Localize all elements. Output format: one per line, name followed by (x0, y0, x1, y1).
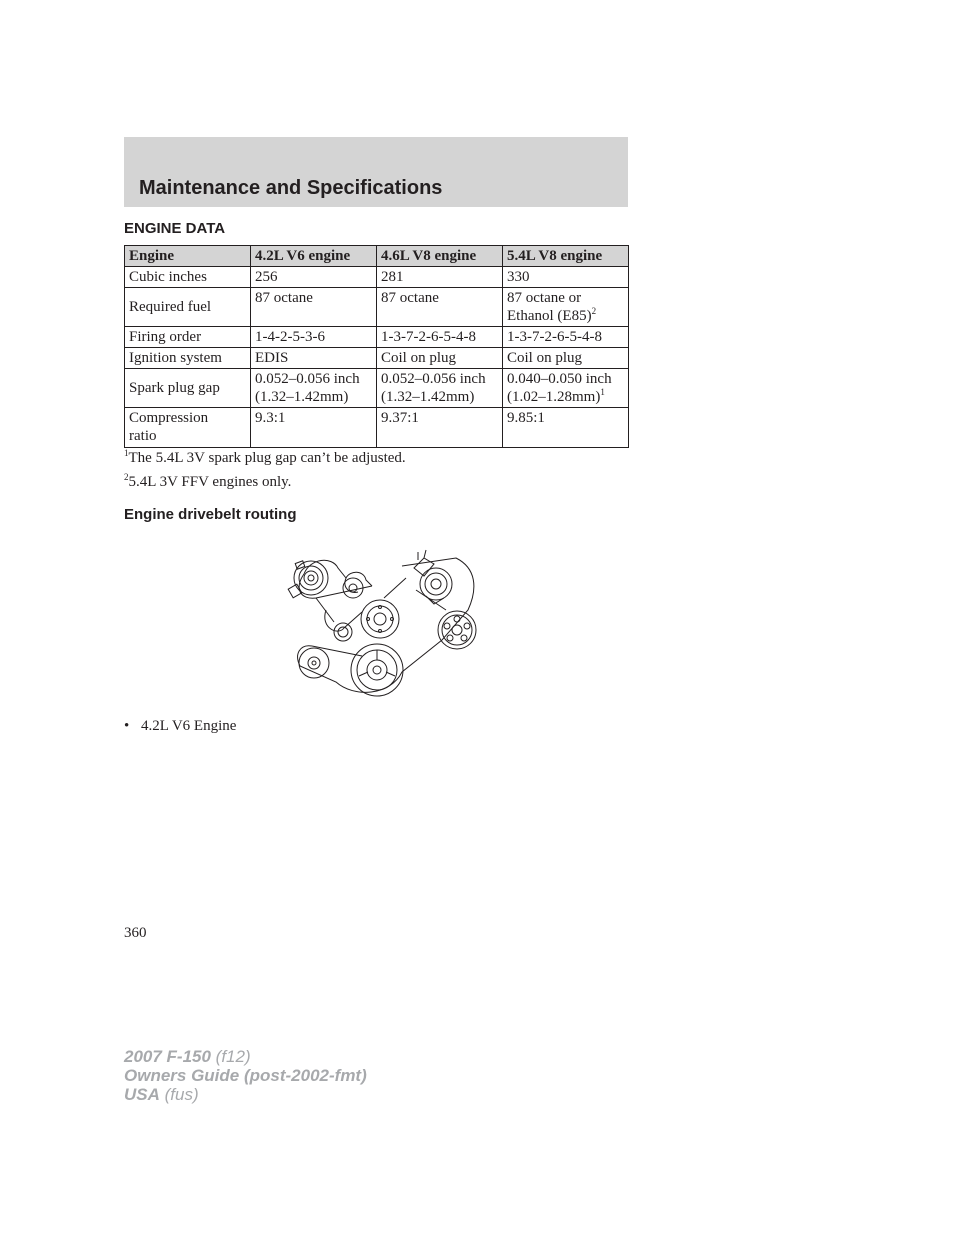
alternator-pulley (288, 561, 328, 598)
table-row (125, 408, 629, 448)
subsection-title: Engine drivebelt routing (124, 506, 297, 523)
table-row (125, 348, 629, 369)
cell-text: 87 octane (381, 290, 439, 306)
table-row (125, 288, 629, 327)
row-label (125, 288, 251, 327)
table-row (125, 369, 629, 408)
lower-idler-pulley (299, 648, 329, 678)
footnote-1 (124, 450, 406, 467)
row-label (125, 369, 251, 408)
footnote-mark: 1 (124, 448, 129, 458)
power-steering-pulley (414, 550, 452, 604)
footnote-2 (124, 474, 291, 491)
cell-text: 9.37:1 (381, 410, 419, 426)
ac-compressor-pulley (438, 611, 476, 649)
table-cell (503, 267, 629, 288)
table-cell (503, 348, 629, 369)
engine-data-table (124, 245, 629, 448)
column-header: 4.2L V6 engine (251, 246, 377, 267)
footer-line (124, 1085, 367, 1104)
table-cell (251, 369, 377, 408)
table-header-row (125, 246, 629, 267)
page-number: 360 (124, 925, 147, 941)
page-header-title: Maintenance and Specifications (139, 177, 443, 199)
cell-text: 9.3:1 (255, 410, 286, 426)
cell-text: EDIS (255, 350, 289, 366)
cell-text: Coil on plug (507, 350, 583, 366)
footer-guide: Owners Guide (post-2002-fmt) (124, 1066, 367, 1085)
table-row (125, 267, 629, 288)
row-label (125, 348, 251, 369)
footnote-mark: 2 (591, 306, 597, 316)
cell-text: Required fuel (129, 299, 212, 315)
footer-region-code: (fus) (159, 1085, 199, 1104)
cell-text: 330 (507, 269, 530, 285)
table-cell (251, 267, 377, 288)
column-header: 4.6L V8 engine (377, 246, 503, 267)
cell-text: 256 (255, 269, 278, 285)
cell-text: Firing order (129, 329, 202, 345)
cell-text: Spark plug gap (129, 380, 220, 396)
cell-text: 0.040–0.050 inch (507, 371, 612, 387)
row-label (125, 327, 251, 348)
cell-text: 1-3-7-2-6-5-4-8 (507, 329, 602, 345)
footer-line (124, 1047, 367, 1066)
table-cell (251, 327, 377, 348)
table-cell (251, 288, 377, 327)
cell-text: (1.32–1.42mm) (381, 389, 475, 405)
section-title: ENGINE DATA (124, 220, 226, 237)
bullet-dot: • (124, 718, 130, 734)
table-cell (251, 408, 377, 448)
drivebelt-routing-diagram (286, 548, 482, 700)
cell-text: Ignition system (129, 350, 222, 366)
footer-model: 2007 F-150 (124, 1047, 211, 1066)
footnote-mark: 1 (600, 387, 605, 397)
cell-text: Cubic inches (129, 269, 207, 285)
table-cell (377, 267, 503, 288)
row-label (125, 267, 251, 288)
column-header: Engine (125, 246, 251, 267)
footnote-text: 5.4L 3V FFV engines only. (128, 474, 292, 490)
cell-text: (1.32–1.42mm) (255, 389, 349, 405)
column-header: 5.4L V8 engine (503, 246, 629, 267)
table-cell (503, 408, 629, 448)
cell-text: 1-4-2-5-3-6 (255, 329, 325, 345)
cell-text: 87 octane or (507, 290, 582, 306)
cell-text: Coil on plug (381, 350, 457, 366)
header-band (124, 137, 628, 207)
water-pump-pulley (361, 600, 399, 638)
cell-text: 1-3-7-2-6-5-4-8 (381, 329, 476, 345)
crankshaft-pulley (351, 644, 403, 696)
cell-text: 9.85:1 (507, 410, 545, 426)
cell-text: Compression (129, 410, 209, 426)
drivebelt (298, 558, 474, 692)
cell-text: ratio (129, 428, 157, 444)
table-cell (503, 369, 629, 408)
cell-text: 281 (381, 269, 404, 285)
table-cell (377, 369, 503, 408)
cell-text: 0.052–0.056 inch (255, 371, 360, 387)
table-row (125, 327, 629, 348)
bullet-item (124, 718, 236, 735)
table-cell (503, 288, 629, 327)
footnote-text: The 5.4L 3V spark plug gap can’t be adjusted. (128, 450, 406, 466)
table-cell (377, 348, 503, 369)
footer-region: USA (124, 1085, 160, 1104)
table-cell (377, 288, 503, 327)
footer-line (124, 1066, 367, 1085)
row-label (125, 408, 251, 448)
table-cell (377, 327, 503, 348)
footer-model-code: (f12) (210, 1047, 251, 1066)
document-footer (124, 1047, 367, 1104)
bullet-text: 4.2L V6 Engine (141, 718, 237, 734)
footnote-mark: 2 (124, 472, 129, 482)
tensioner-pulley (334, 623, 352, 641)
cell-text: 0.052–0.056 inch (381, 371, 486, 387)
cell-text: 87 octane (255, 290, 313, 306)
table-cell (503, 327, 629, 348)
table-cell (377, 408, 503, 448)
cell-text: (1.02–1.28mm) (507, 389, 601, 405)
table-cell (251, 348, 377, 369)
cell-text: Ethanol (E85) (507, 308, 592, 324)
